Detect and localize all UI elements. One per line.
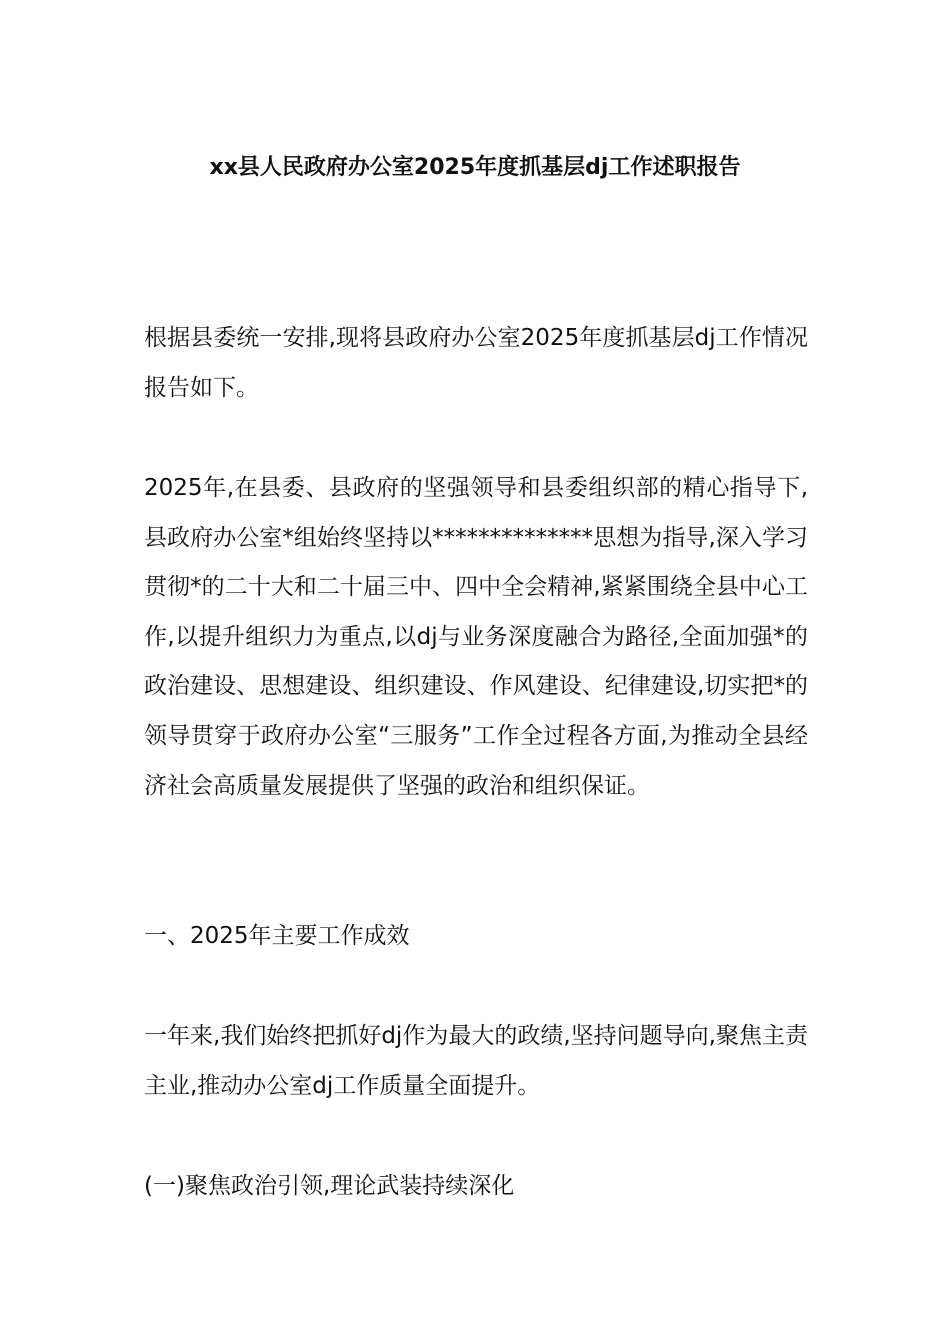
document-title: xx县人民政府办公室2025年度抓基层dj工作述职报告 bbox=[209, 155, 741, 180]
intro-paragraph: 根据县委统一安排,现将县政府办公室2025年度抓基层dj工作情况报告如下。 bbox=[144, 325, 808, 401]
summary-paragraph: 一年来,我们始终把抓好dj作为最大的政绩,坚持问题导向,聚焦主责主业,推动办公室dj工作质量全面提升。 bbox=[144, 1023, 808, 1099]
overview-paragraph: 2025年,在县委、县政府的坚强领导和县委组织部的精心指导下,县政府办公室*组始终坚持以**************思想为指导,深入学习贯彻*的二十大和二十届三中、四中全会精神,紧紧围绕全县中心工作,以提升组织力为重点,以dj与业务深度融合为路径,全面加强*的政治建设、思想建设、组织建设、作风建设、纪律建设,切实把*的领导贯穿于政府办公室“三服务”工作全过程各方面,为推动全县经济社会高质量发展提供了坚强的政治和组织保证。 bbox=[144, 475, 808, 799]
section-heading-1: 一、2025年主要工作成效 bbox=[144, 923, 410, 949]
subsection-heading-1: (一)聚焦政治引领,理论武装持续深化 bbox=[144, 1173, 515, 1199]
